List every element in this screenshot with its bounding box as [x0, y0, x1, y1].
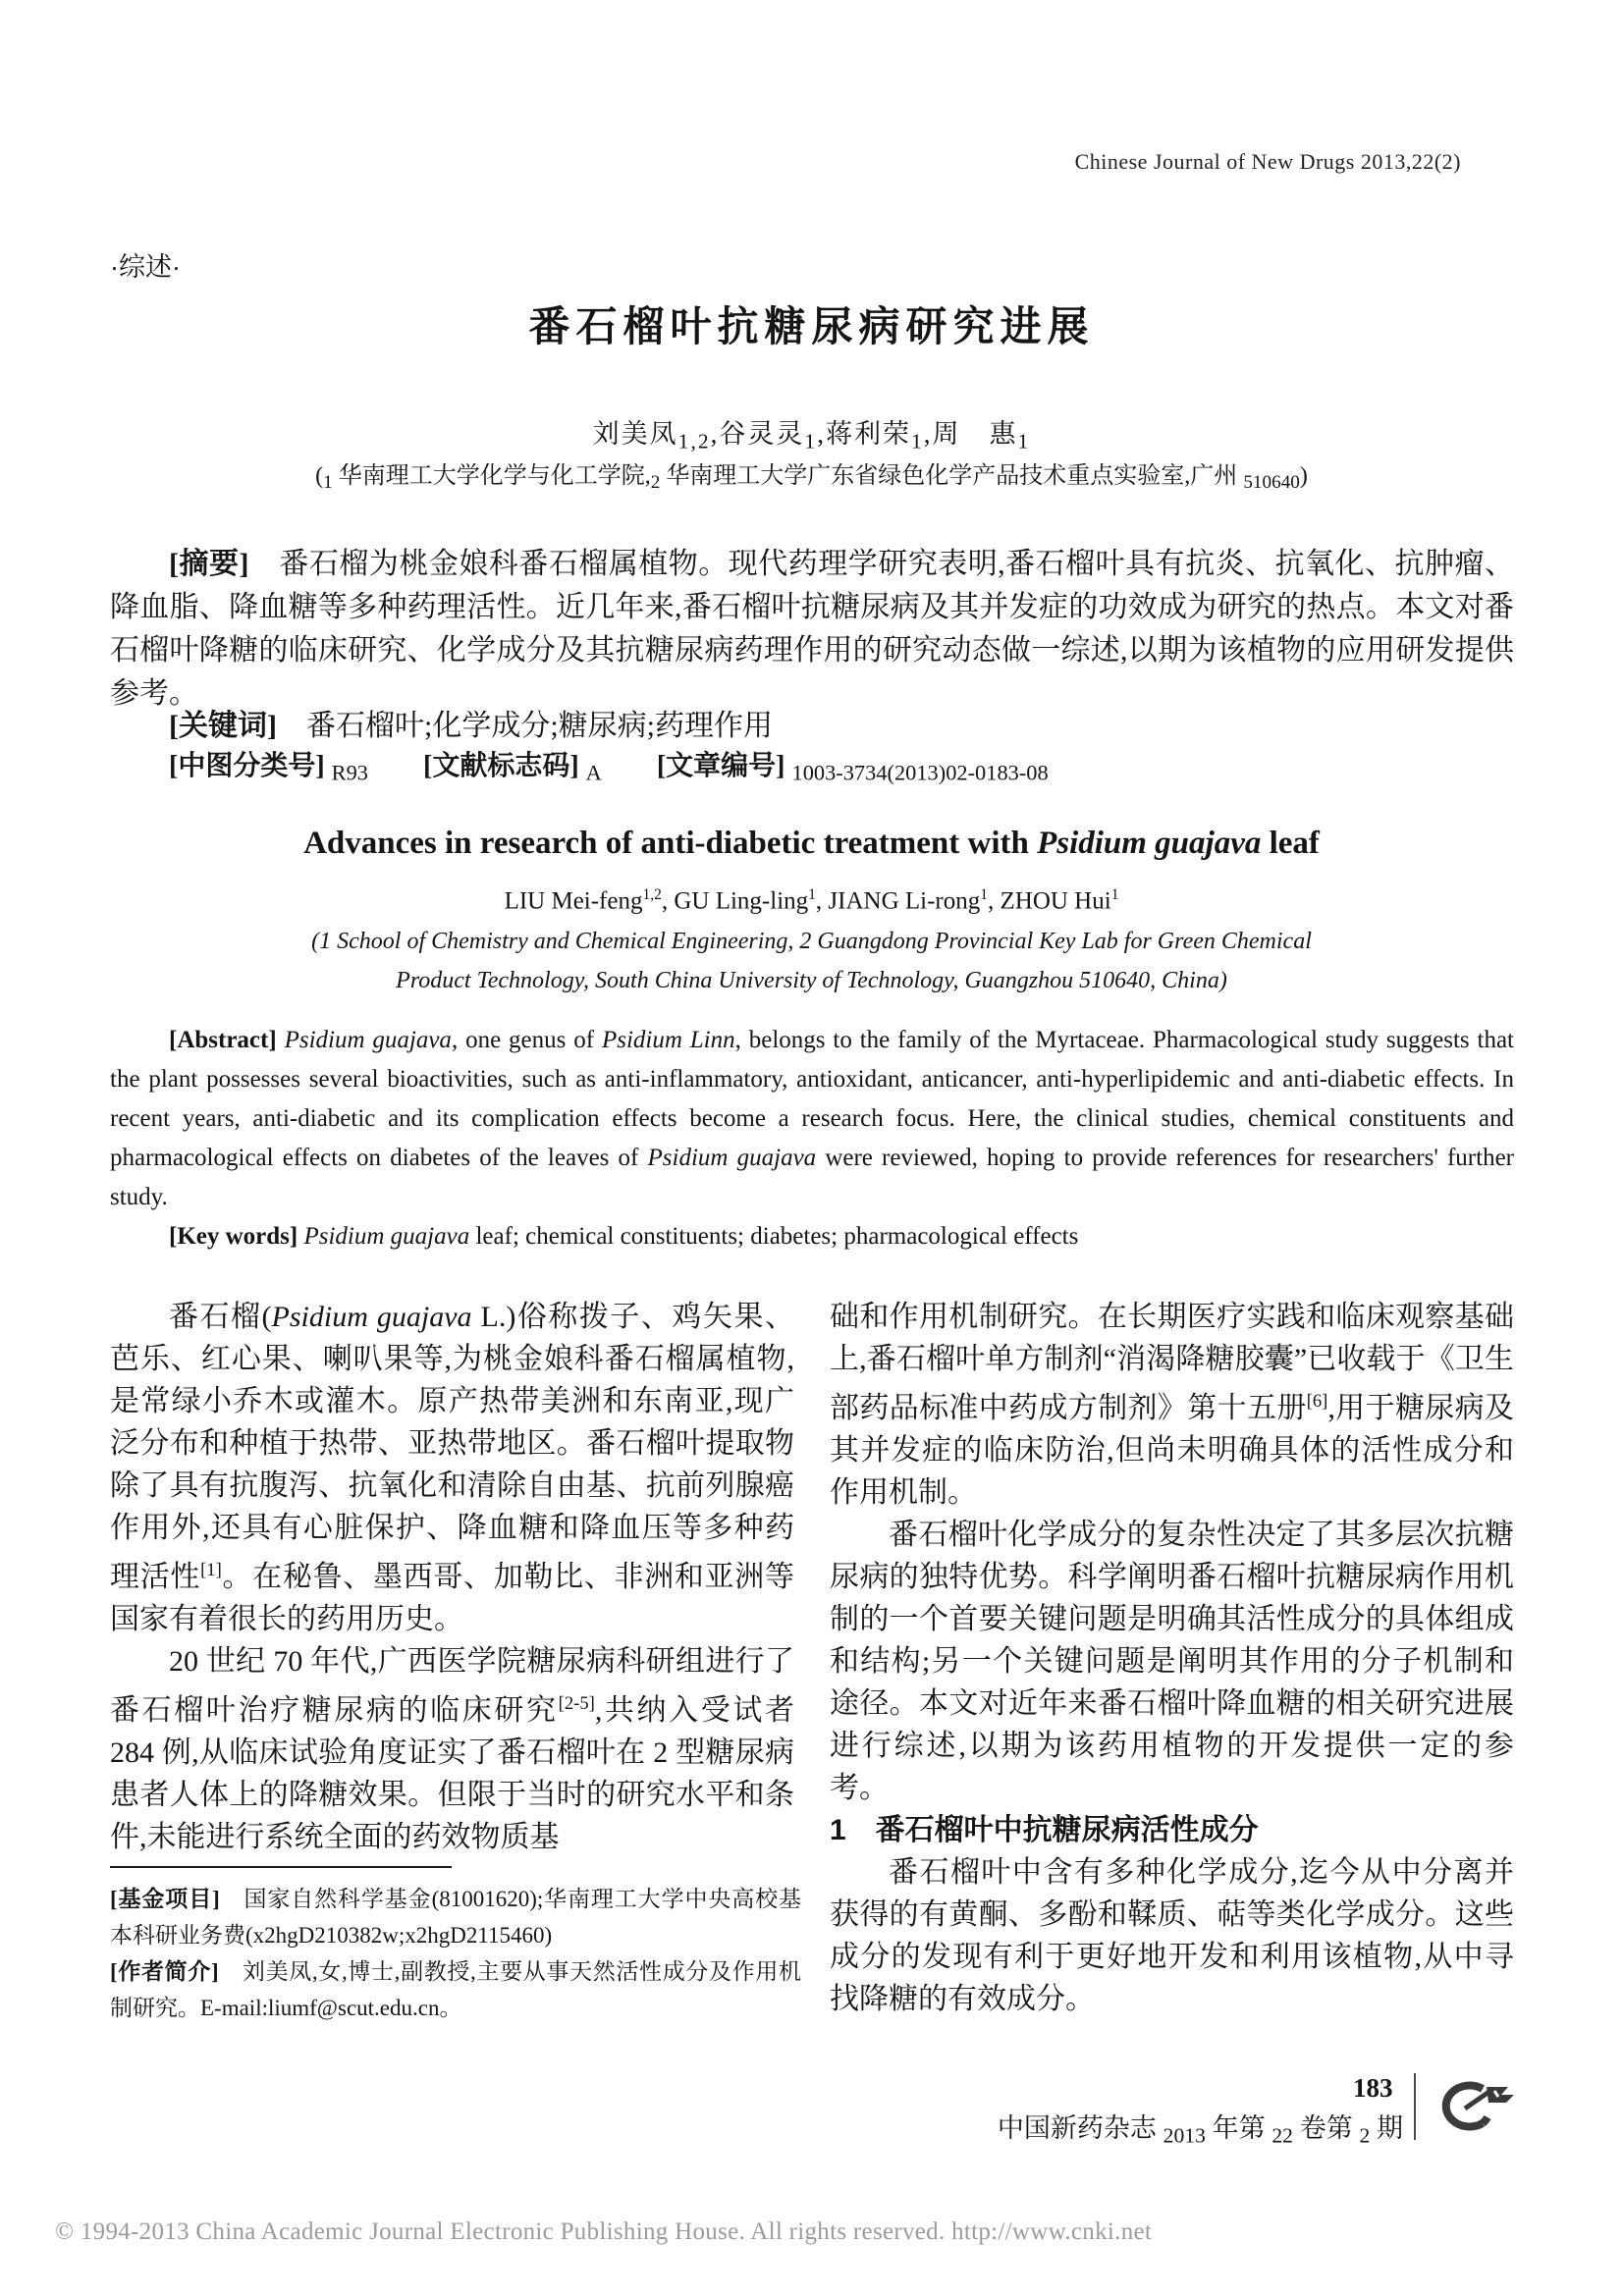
article-title-cn: 番石榴叶抗糖尿病研究进展: [528, 303, 1095, 349]
footer-journal-line: 中国新药杂志 $_{2013}$ 年第 $_{22}$ 卷第 $_2$ 期: [997, 2113, 1403, 2148]
footer-divider-bar: [1414, 2073, 1416, 2140]
authors-cn: 刘美凤$_{1,2}$,谷灵灵$_1$,蒋利荣$_1$,周 惠$_1$: [592, 419, 1031, 454]
fund-note: [基金项目] 国家自然科学基金(81001620);华南理工大学中央高校基本科研业务费(x2hgD210382w;x2hgD2115460): [110, 1887, 801, 1948]
cn-classification-line: [中图分类号] R93 [文献标志码] A [文章编号] 1003-3734(2013)02-0183-08: [169, 751, 1049, 785]
footnote-block: [110, 1866, 801, 2026]
paragraph: 础和作用机制研究。在长期医疗实践和临床观察基础上,番石榴叶单方制剂“消渴降糖胶囊”已收载于《卫生部药品标准中药成方制剂》第十五册[6],用于糖尿病及其并发症的临床防治,但尚未明确具体的活性成分和作用机制。: [830, 1301, 1515, 1509]
copyright-line: © 1994-2013 China Academic Journal Electronic Publishing House. All rights reserved. http://www.cnki.net: [55, 2218, 1153, 2245]
journal-header: Chinese Journal of New Drugs 2013,22(2): [1074, 149, 1461, 174]
author-bio-note: [作者简介] 刘美凤,女,博士,副教授,主要从事天然活性成分及作用机制研究。E-mail:liumf@scut.edu.cn。: [110, 1959, 801, 2020]
affiliation-en-line1: (1 School of Chemistry and Chemical Engineering, 2 Guangdong Provincial Key Lab for Green Chemical: [311, 929, 1312, 954]
footnote-divider: [110, 1866, 452, 1868]
authors-en: LIU Mei-feng$^{1,2}$, GU Ling-ling$^1$, JIANG Li-rong$^1$, ZHOU Hui$^1$: [504, 886, 1119, 915]
paragraph: 番石榴叶中含有多种化学成分,迄今从中分离并获得的有黄酮、多酚和鞣质、萜等类化学成分。这些成分的发现有利于更好地开发和利用该植物,从中寻找降糖的有效成分。: [830, 1856, 1514, 2015]
section-label: ·综述·: [110, 252, 181, 282]
cn-keywords: [关键词] 番石榴叶;化学成分;糖尿病;药理作用: [169, 710, 773, 742]
en-keywords: [Key words] Psidium guajava leaf; chemical constituents; diabetes; pharmacological effects: [169, 1223, 1079, 1250]
affiliation-en-line2: Product Technology, South China University of Technology, Guangzhou 510640, China): [396, 968, 1227, 993]
paragraph: 20 世纪 70 年代,广西医学院糖尿病科研组进行了番石榴叶治疗糖尿病的临床研究[2-5],共纳入受试者 284 例,从临床试验角度证实了番石榴叶在 2 型糖尿病患者人体上的降糖效果。但限于当时的研究水平和条件,未能进行系统全面的药效物质基: [110, 1645, 795, 1853]
paragraph: 番石榴(Psidium guajava L.)俗称拨子、鸡矢果、芭乐、红心果、喇叭果等,为桃金娘科番石榴属植物,是常绿小乔木或灌木。原产热带美洲和东南亚,现广泛分布和种植于热带、亚热带地区。番石榴叶提取物除了具有抗腹泻、抗氧化和清除自由基、抗前列腺癌作用外,还具有心脏保护、降血糖和降血压等多种药理活性[1]。在秘鲁、墨西哥、加勒比、非洲和亚洲等国家有着很长的药用历史。: [110, 1301, 795, 1635]
section-heading: 1 番石榴叶中抗糖尿病活性成分: [830, 1814, 1259, 1846]
body-right-column: [830, 1296, 1514, 2020]
affiliation-cn: (1 华南理工大学化学与化工学院,2 华南理工大学广东省绿色化学产品技术重点实验室,广州 510640): [315, 463, 1308, 493]
cn-abstract: [摘要] 番石榴为桃金娘科番石榴属植物。现代药理学研究表明,番石榴叶具有抗炎、抗氧化、抗肿瘤、降血脂、降血糖等多种药理活性。近几年来,番石榴叶抗糖尿病及其并发症的功效成为研究的热点。本文对番石榴叶降糖的临床研究、化学成分及其抗糖尿病药理作用的研究动态做一综述,以期为该植物的应用研发提供参考。: [110, 548, 1514, 710]
paragraph: 番石榴叶化学成分的复杂性决定了其多层次抗糖尿病的独特优势。科学阐明番石榴叶抗糖尿病作用机制的一个首要关键问题是明确其活性成分的具体组成和结构;另一个关键问题是阐明其作用的分子机制和途径。本文对近年来番石榴叶降血糖的相关研究进展进行综述,以期为该药用植物的开发提供一定的参考。: [830, 1519, 1514, 1804]
en-abstract: [Abstract] Psidium guajava, one genus of Psidium Linn, belongs to the family of the Myrtaceae. Pharmacological study suggests that the plant possesses several bioactivities, such as anti-inflammatory, antioxidant, anticancer, anti-hyperlipidemic and anti-diabetic effects. In recent years, anti-diabetic and its complication effects become a research focus. Here, the clinical studies, chemical constituents and pharmacological effects on diabetes of the leaves of Psidium guajava were reviewed, hoping to provide references for researchers' further study.: [110, 1027, 1514, 1210]
page-number: 183: [1353, 2073, 1393, 2103]
article-title-en: Advances in research of anti-diabetic treatment with Psidium guajava leaf: [303, 826, 1320, 861]
journal-logo-icon: [1426, 2077, 1516, 2136]
